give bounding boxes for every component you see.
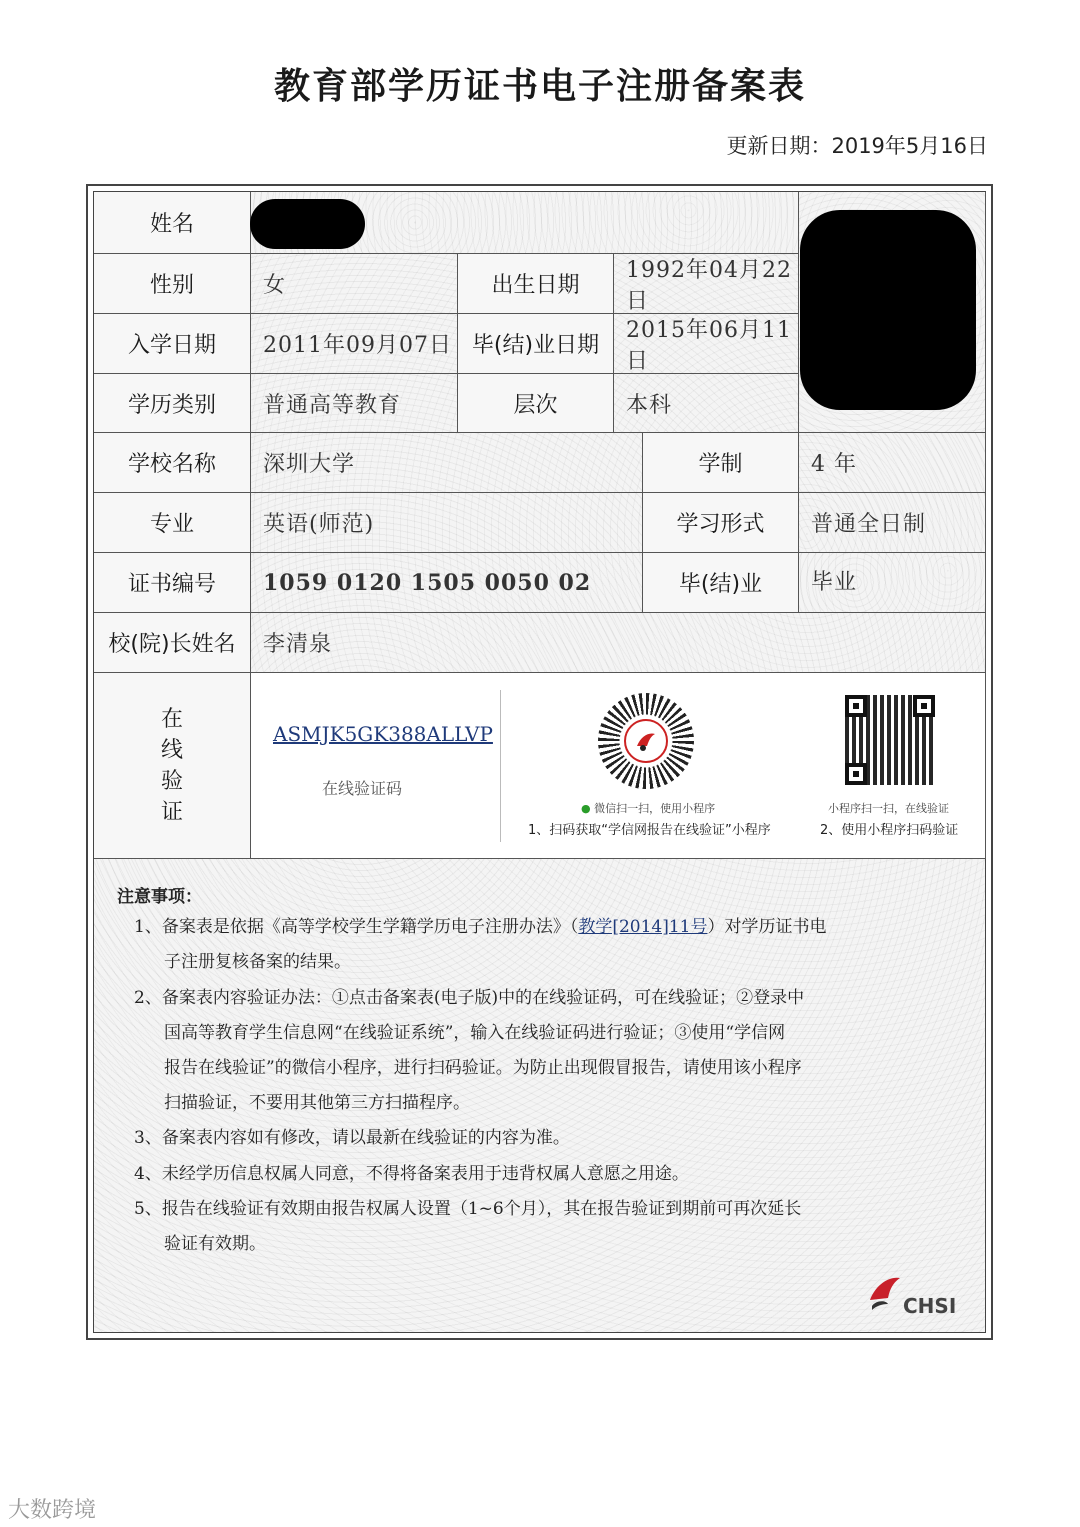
value-school: 深圳大学 — [251, 433, 643, 493]
notes-title: 注意事项： — [117, 887, 202, 907]
label-level: 层次 — [458, 374, 614, 433]
qr-finder — [845, 763, 867, 785]
label-major: 专业 — [94, 493, 251, 553]
value-gender: 女 — [251, 254, 458, 314]
value-study-form: 普通全日制 — [799, 493, 986, 553]
verify-code-caption: 在线验证码 — [322, 779, 403, 798]
qr-code[interactable] — [845, 695, 935, 785]
update-date: 更新日期：2019年5月16日 — [726, 134, 988, 158]
label-president: 校(院)长姓名 — [94, 613, 251, 673]
wechat-hint — [581, 800, 715, 816]
value-major: 英语(师范) — [251, 493, 643, 553]
label-edu-type: 学历类别 — [94, 374, 251, 433]
label-online-verify — [94, 673, 251, 859]
watermark: 大数跨境 — [8, 1498, 97, 1523]
label-graduate-date: 毕(结)业日期 — [458, 314, 614, 374]
wechat-icon: ● — [581, 802, 591, 815]
note-4: 4、未经学历信息权属人同意，不得将备案表用于违背权属人意愿之用途。 — [134, 1164, 689, 1184]
qr-finder — [913, 695, 935, 717]
note-5-line-1: 5、报告在线验证有效期由报告权属人设置（1~6个月），其在报告验证到期前可再次延长 — [134, 1199, 802, 1219]
value-grad-status: 毕业 — [799, 553, 986, 613]
label-duration: 学制 — [643, 433, 799, 493]
qr-finder — [845, 695, 867, 717]
photo-redaction — [800, 210, 976, 410]
value-edu-type: 普通高等教育 — [251, 374, 458, 433]
value-level: 本科 — [614, 374, 799, 433]
value-duration: 4 年 — [799, 433, 986, 493]
value-birth: 1992年04月22日 — [614, 254, 799, 314]
label-birth: 出生日期 — [458, 254, 614, 314]
online-verify-code-link[interactable]: ASMJK5GK388ALLVP — [273, 722, 493, 746]
wechat-hint-text: 微信扫一扫，使用小程序 — [594, 802, 716, 815]
note-1-line-1 — [134, 910, 894, 945]
verify-divider — [500, 690, 501, 842]
value-enroll: 2011年09月07日 — [251, 314, 458, 374]
verify-step-1: 1、扫码获取“学信网报告在线验证”小程序 — [528, 823, 771, 838]
regulation-link[interactable]: 教学[2014]11号 — [578, 917, 708, 937]
note-3: 3、备案表内容如有修改，请以最新在线验证的内容为准。 — [134, 1128, 570, 1148]
note-1-line-2: 子注册复核备案的结果。 — [164, 952, 351, 972]
label-school: 学校名称 — [94, 433, 251, 493]
chsi-logo-text: CHSI — [903, 1294, 957, 1318]
verify-char: 线 — [160, 737, 183, 763]
verify-char: 在 — [160, 706, 183, 732]
qr-hint: 小程序扫一扫，在线验证 — [828, 802, 949, 815]
chsi-bird-icon — [624, 719, 668, 763]
label-name: 姓名 — [94, 192, 251, 254]
label-grad-status: 毕(结)业 — [643, 553, 799, 613]
label-gender: 性别 — [94, 254, 251, 314]
label-study-form: 学习形式 — [643, 493, 799, 553]
note-2-line-4: 扫描验证，不要用其他第三方扫描程序。 — [164, 1093, 470, 1113]
verify-step-2: 2、使用小程序扫码验证 — [820, 823, 959, 838]
verify-char: 验 — [160, 768, 183, 794]
page-title: 教育部学历证书电子注册备案表 — [273, 66, 806, 107]
value-cert-no: 1059 0120 1505 0050 02 — [251, 553, 643, 613]
note-1b: ）对学历证书电 — [707, 917, 827, 937]
value-president: 李清泉 — [251, 613, 986, 673]
label-cert-no: 证书编号 — [94, 553, 251, 613]
name-redaction — [250, 199, 365, 249]
label-enroll: 入学日期 — [94, 314, 251, 374]
note-1a: 1、备案表是依据《高等学校学生学籍学历电子注册办法》（ — [134, 917, 579, 937]
note-2-line-2: 国高等教育学生信息网“在线验证系统”，输入在线验证码进行验证；③使用“学信网 — [164, 1023, 786, 1043]
note-2-line-1: 2、备案表内容验证办法：①点击备案表(电子版)中的在线验证码，可在线验证；②登录中 — [134, 988, 805, 1008]
note-5-line-2: 验证有效期。 — [164, 1234, 266, 1254]
verify-char: 证 — [160, 799, 183, 825]
value-graduate-date: 2015年06月11日 — [614, 314, 799, 374]
note-2-line-3: 报告在线验证”的微信小程序，进行扫码验证。为防止出现假冒报告，请使用该小程序 — [164, 1058, 802, 1078]
